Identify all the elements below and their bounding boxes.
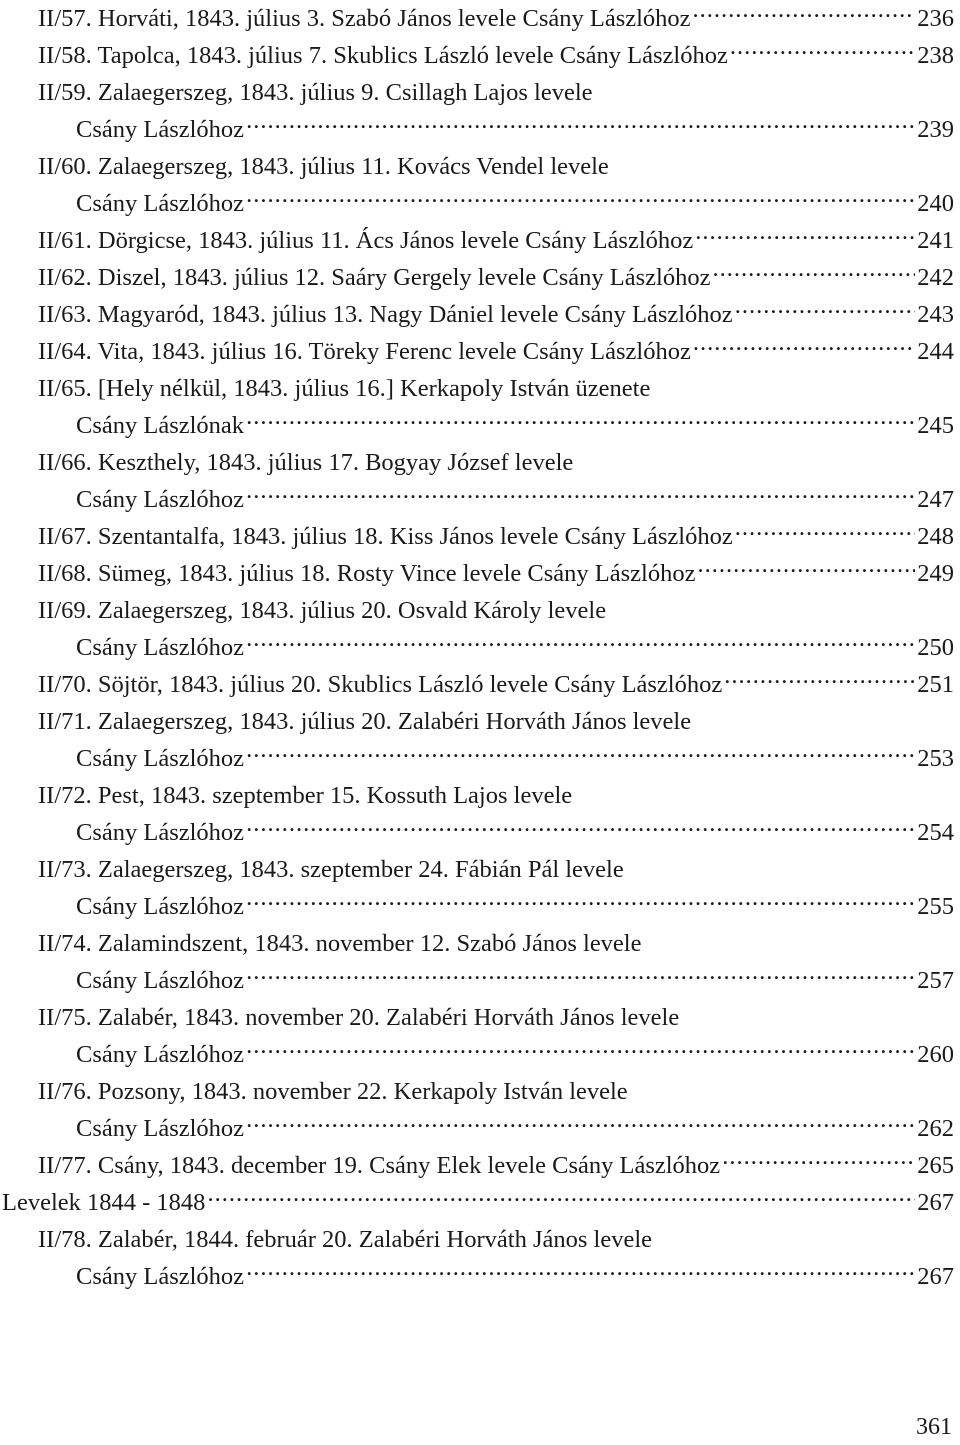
toc-entry-line — [38, 1258, 960, 1295]
toc-entry[interactable] — [0, 999, 960, 1073]
toc-entry-number: II/59. — [38, 79, 92, 106]
toc-entry-title-text: Vita, 1843. július 16. Töreky Ferenc levele Csány Lászlóhoz — [97, 338, 691, 365]
toc-entry-number: II/69. — [38, 597, 92, 624]
toc-entry-title — [38, 1078, 628, 1105]
toc-entry-line — [2, 1184, 960, 1221]
toc-leader-dots — [712, 261, 915, 286]
toc-entry-line — [38, 629, 960, 666]
toc-entry-line — [38, 518, 960, 555]
toc-entry-title-text: Pozsony, 1843. november 22. Kerkapoly István levele — [97, 1078, 628, 1105]
toc-entry-title: Csány Lászlóhoz — [76, 967, 245, 994]
toc-entry[interactable] — [0, 222, 960, 259]
toc-entry-title-text: Tapolca, 1843. július 7. Skublics László levele Csány Lászlóhoz — [97, 42, 728, 69]
toc-leader-dots — [246, 631, 915, 656]
toc-page-number: 260 — [917, 1041, 954, 1068]
toc-entry-title: Csány Lászlóhoz — [76, 190, 245, 217]
toc-page-number: 247 — [917, 486, 954, 513]
toc-entry-title — [38, 597, 606, 624]
toc-entry-title-text: Sümeg, 1843. július 18. Rosty Vince levele Csány Lászlóhoz — [97, 560, 696, 587]
toc-entry[interactable] — [0, 1073, 960, 1147]
toc-entry-line — [38, 814, 960, 851]
toc-entry-title: Csány Lászlóhoz — [76, 1041, 245, 1068]
toc-entry-title-text: Zalamindszent, 1843. november 12. Szabó János levele — [97, 930, 642, 957]
toc-entry-title-text: Zalaegerszeg, 1843. július 11. Kovács Vendel levele — [97, 153, 609, 180]
toc-entry-line — [38, 259, 960, 296]
toc-entry[interactable] — [0, 148, 960, 222]
toc-page-number: 257 — [917, 967, 954, 994]
toc-entry-number: II/67. — [38, 523, 92, 550]
toc-leader-dots — [693, 335, 915, 360]
toc-entry-title-text: [Hely nélkül, 1843. július 16.] Kerkapoly István üzenete — [97, 375, 651, 402]
toc-entry-title — [38, 37, 728, 74]
toc-entry-title — [38, 375, 650, 402]
toc-entry-line — [38, 740, 960, 777]
toc-entry[interactable] — [0, 74, 960, 148]
toc-leader-dots — [246, 1112, 915, 1137]
toc-entry-number: II/71. — [38, 708, 92, 735]
toc-entry-title-text: Zalaegerszeg, 1843. július 20. Zalabéri Horváth János levele — [97, 708, 692, 735]
toc-page-number: 236 — [917, 5, 954, 32]
toc-entry[interactable] — [0, 666, 960, 703]
toc-entry-number: II/66. — [38, 449, 92, 476]
toc-entry-line — [38, 111, 960, 148]
toc-entry-title — [38, 259, 710, 296]
toc-leader-dots — [735, 520, 916, 545]
toc-entry-title: Csány Lászlóhoz — [76, 116, 245, 143]
toc-entry[interactable] — [0, 0, 960, 37]
toc-entry-number: II/57. — [38, 5, 92, 32]
toc-entry-number: II/73. — [38, 856, 92, 883]
toc-entry-number: II/64. — [38, 338, 92, 365]
toc-entry[interactable] — [0, 925, 960, 999]
toc-entry-title: Csány Lászlóhoz — [76, 634, 245, 661]
toc-page-number: 254 — [917, 819, 954, 846]
toc-entry[interactable] — [0, 37, 960, 74]
toc-entry-title — [38, 1004, 679, 1031]
toc-entry-title: Csány Lászlóhoz — [76, 1263, 245, 1290]
toc-entry-title — [38, 856, 624, 883]
toc-entry-title-text: Keszthely, 1843. július 17. Bogyay József levele — [97, 449, 574, 476]
toc-page-number: 267 — [917, 1189, 954, 1216]
toc-entry[interactable] — [0, 370, 960, 444]
toc-entry-title — [38, 296, 733, 333]
toc-entry-line — [38, 592, 960, 629]
toc-entry[interactable] — [0, 851, 960, 925]
toc-entry-title — [38, 708, 691, 735]
toc-entry-line — [38, 777, 960, 814]
toc-page-number: 255 — [917, 893, 954, 920]
toc-entry[interactable] — [0, 333, 960, 370]
toc-entry-line — [38, 444, 960, 481]
page-number: 361 — [916, 1414, 952, 1440]
toc-entry-title: Csány Lászlóhoz — [76, 819, 245, 846]
toc-entry-title — [38, 1147, 720, 1184]
toc-entry-number: II/72. — [38, 782, 92, 809]
toc-entry-line — [38, 222, 960, 259]
toc-leader-dots — [697, 557, 915, 582]
toc-entry-line — [38, 962, 960, 999]
toc-entry-title — [38, 1226, 652, 1253]
toc-entry-line — [38, 851, 960, 888]
toc-entry-line — [38, 1147, 960, 1184]
toc-entry-line — [38, 999, 960, 1036]
toc-entry-title — [38, 782, 572, 809]
toc-entry[interactable] — [0, 1221, 960, 1295]
toc-entry-number: II/61. — [38, 227, 92, 254]
toc-page-number: 248 — [917, 523, 954, 550]
toc-entry-line — [38, 185, 960, 222]
toc-entry-title — [38, 79, 593, 106]
toc-entry-line — [38, 1036, 960, 1073]
toc-page-number: 265 — [917, 1152, 954, 1179]
toc-leader-dots — [724, 668, 915, 693]
toc-page-number: 267 — [917, 1263, 954, 1290]
toc-entry-title — [38, 153, 609, 180]
toc-leader-dots — [246, 113, 915, 138]
toc-page-number: 245 — [917, 412, 954, 439]
toc-entry-title — [38, 930, 642, 957]
toc-leader-dots — [246, 409, 915, 434]
toc-entry[interactable] — [0, 703, 960, 777]
toc-entry-line — [38, 1073, 960, 1110]
toc-entry-number: II/77. — [38, 1152, 92, 1179]
toc-section-heading[interactable] — [0, 1184, 960, 1221]
toc-page-number: 249 — [917, 560, 954, 587]
toc-entry-title: Levelek 1844 - 1848 — [2, 1189, 206, 1216]
toc-entry-title: Csány Lászlóhoz — [76, 1115, 245, 1142]
toc-page-number: 238 — [917, 42, 954, 69]
toc-entry[interactable] — [0, 444, 960, 518]
toc-entry-number: II/70. — [38, 671, 92, 698]
toc-entry-title-text: Zalabér, 1844. február 20. Zalabéri Horváth János levele — [97, 1226, 652, 1253]
toc-entry-line — [38, 370, 960, 407]
toc-leader-dots — [246, 964, 915, 989]
toc-entry[interactable] — [0, 518, 960, 555]
toc-entry-title: Csány Lászlóhoz — [76, 486, 245, 513]
toc-leader-dots — [246, 890, 915, 915]
toc-leader-dots — [246, 816, 915, 841]
toc-entry-title-text: Zalaegerszeg, 1843. július 20. Osvald Károly levele — [97, 597, 607, 624]
toc-entry-line — [38, 296, 960, 333]
toc-entry-line — [38, 1110, 960, 1147]
toc-entry-title-text: Magyaród, 1843. július 13. Nagy Dániel levele Csány Lászlóhoz — [97, 301, 733, 328]
toc-entry-title: Csány Lászlóhoz — [76, 893, 245, 920]
toc-page-number: 244 — [917, 338, 954, 365]
toc-page-number: 253 — [917, 745, 954, 772]
toc-leader-dots — [246, 742, 915, 767]
toc-leader-dots — [695, 224, 915, 249]
toc-entry-line — [38, 888, 960, 925]
toc-leader-dots — [246, 1260, 915, 1285]
toc-entry-title-text: Zalaegerszeg, 1843. szeptember 24. Fábián Pál levele — [97, 856, 624, 883]
toc-entry-line — [38, 925, 960, 962]
toc-page-number: 242 — [917, 264, 954, 291]
toc-entry-number: II/63. — [38, 301, 92, 328]
toc-entry-title — [38, 518, 733, 555]
toc-entry-line — [38, 666, 960, 703]
toc-entry[interactable] — [0, 1147, 960, 1184]
toc-entry[interactable] — [0, 296, 960, 333]
toc-leader-dots — [246, 483, 915, 508]
toc-leader-dots — [207, 1186, 915, 1211]
toc-leader-dots — [735, 298, 916, 323]
toc-entry-title-text: Horváti, 1843. július 3. Szabó János levele Csány Lászlóhoz — [97, 5, 691, 32]
toc-page-number: 243 — [917, 301, 954, 328]
toc-leader-dots — [246, 187, 915, 212]
toc-page-number: 250 — [917, 634, 954, 661]
toc-entry[interactable] — [0, 259, 960, 296]
toc-entry-title — [38, 449, 573, 476]
toc-page-number: 262 — [917, 1115, 954, 1142]
toc-entry-line — [38, 555, 960, 592]
toc-page-number: 251 — [917, 671, 954, 698]
toc-leader-dots — [730, 39, 915, 64]
toc-entry-line — [38, 74, 960, 111]
toc-entry[interactable] — [0, 592, 960, 666]
toc-entry-number: II/74. — [38, 930, 92, 957]
toc-leader-dots — [246, 1038, 915, 1063]
toc-page-number: 241 — [917, 227, 954, 254]
toc-entry-line — [38, 333, 960, 370]
toc-entry-line — [38, 407, 960, 444]
toc-entry-title-text: Zalabér, 1843. november 20. Zalabéri Horváth János levele — [97, 1004, 680, 1031]
toc-entry[interactable] — [0, 777, 960, 851]
toc-entry-title: Csány Lászlónak — [76, 412, 245, 439]
toc-entry-title-text: Csány, 1843. december 19. Csány Elek levele Csány Lászlóhoz — [97, 1152, 721, 1179]
toc-page-number: 240 — [917, 190, 954, 217]
toc-entry-line — [38, 1221, 960, 1258]
toc-entry-line — [38, 481, 960, 518]
toc-entry-title-text: Söjtör, 1843. július 20. Skublics László levele Csány Lászlóhoz — [97, 671, 723, 698]
toc-entry-title-text: Diszel, 1843. július 12. Saáry Gergely levele Csány Lászlóhoz — [97, 264, 711, 291]
toc-entry-title — [38, 333, 691, 370]
toc-leader-dots — [693, 2, 916, 27]
toc-entry-number: II/76. — [38, 1078, 92, 1105]
toc-entry-title — [38, 666, 722, 703]
toc-entry-title-text: Zalaegerszeg, 1843. július 9. Csillagh Lajos levele — [97, 79, 593, 106]
toc-entry-line — [38, 0, 960, 37]
toc-entry-number: II/58. — [38, 42, 92, 69]
toc-entry-title-text: Pest, 1843. szeptember 15. Kossuth Lajos levele — [97, 782, 573, 809]
toc-entry-title: Csány Lászlóhoz — [76, 745, 245, 772]
toc-entry-title — [38, 555, 695, 592]
toc-entry-title — [38, 222, 693, 259]
toc-entry-number: II/62. — [38, 264, 92, 291]
toc-entry[interactable] — [0, 555, 960, 592]
toc-entry-number: II/75. — [38, 1004, 92, 1031]
toc-entry-title — [38, 0, 691, 37]
toc-page-number: 239 — [917, 116, 954, 143]
toc-entry-line — [38, 148, 960, 185]
toc-entry-number: II/60. — [38, 153, 92, 180]
toc-entry-number: II/65. — [38, 375, 92, 402]
toc-entry-number: II/78. — [38, 1226, 92, 1253]
toc-entry-number: II/68. — [38, 560, 92, 587]
toc-entry-title-text: Dörgicse, 1843. július 11. Ács János levele Csány Lászlóhoz — [97, 227, 694, 254]
toc-leader-dots — [722, 1149, 915, 1174]
toc-entry-line — [38, 703, 960, 740]
toc-entry-line — [38, 37, 960, 74]
toc-entry-title-text: Szentantalfa, 1843. július 18. Kiss János levele Csány Lászlóhoz — [97, 523, 733, 550]
